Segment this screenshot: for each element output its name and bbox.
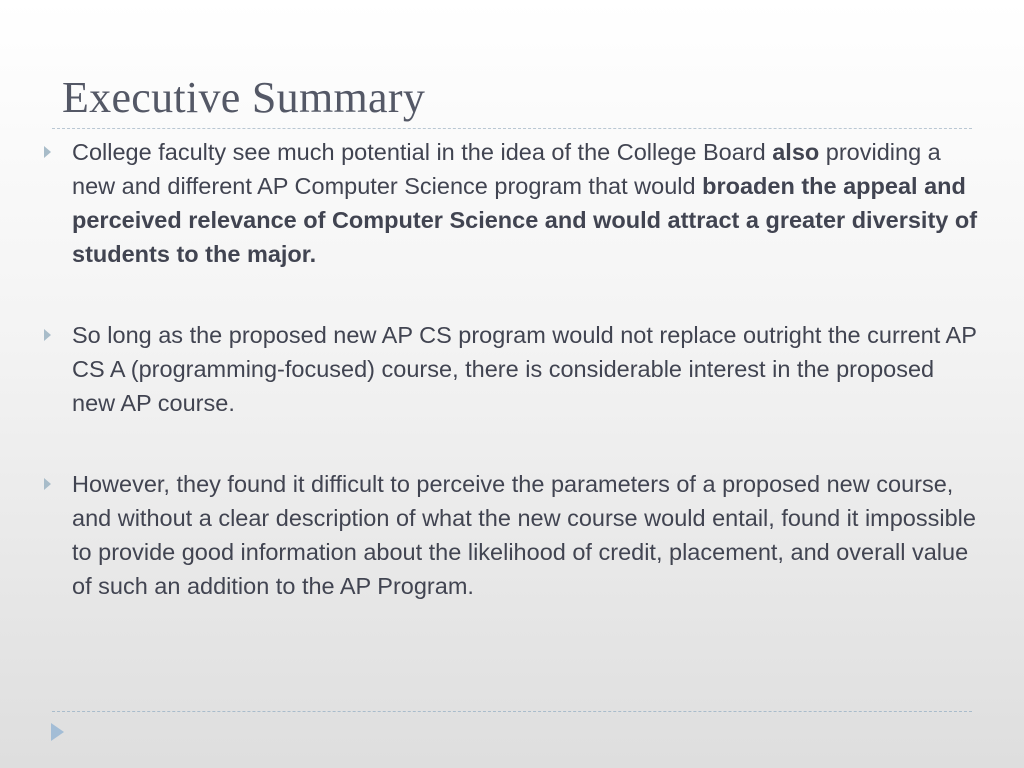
bullet-segment-bold: broaden the appeal and perceived relevance of Computer Science and would attract a greater diversity of students to the major. (72, 173, 978, 267)
bullet-segment: College faculty see much potential in the idea of the College Board (72, 139, 773, 165)
bullet-item-2 (42, 318, 982, 420)
bullet-text (72, 467, 982, 603)
bullet-segment: So long as the proposed new AP CS program would not replace outright the current AP CS A (programming-focused) course, there is considerable interest in the proposed new AP course. (72, 322, 977, 416)
triangle-right-icon (44, 329, 51, 341)
slide-title: Executive Summary (62, 73, 426, 122)
title-divider (52, 128, 972, 129)
bullet-segment: providing a new and different AP Computer Science program that would (72, 139, 941, 199)
bullet-text (72, 135, 982, 271)
bullet-text (72, 318, 982, 420)
bullet-segment: However, they found it difficult to perceive the parameters of a proposed new course, and without a clear description of what the new course would entail, found it impossible to provide good information about the likelihood of credit, placement, and overall value of such an addition to the AP Program. (72, 471, 976, 599)
triangle-right-icon (44, 478, 51, 490)
triangle-right-icon (44, 146, 51, 158)
bullet-list (42, 135, 982, 603)
footer-divider (52, 711, 972, 712)
bullet-item-3 (42, 467, 982, 603)
next-slide-arrow-icon[interactable] (51, 723, 64, 741)
bullet-item-1 (42, 135, 982, 271)
bullet-segment-bold: also (772, 139, 820, 165)
